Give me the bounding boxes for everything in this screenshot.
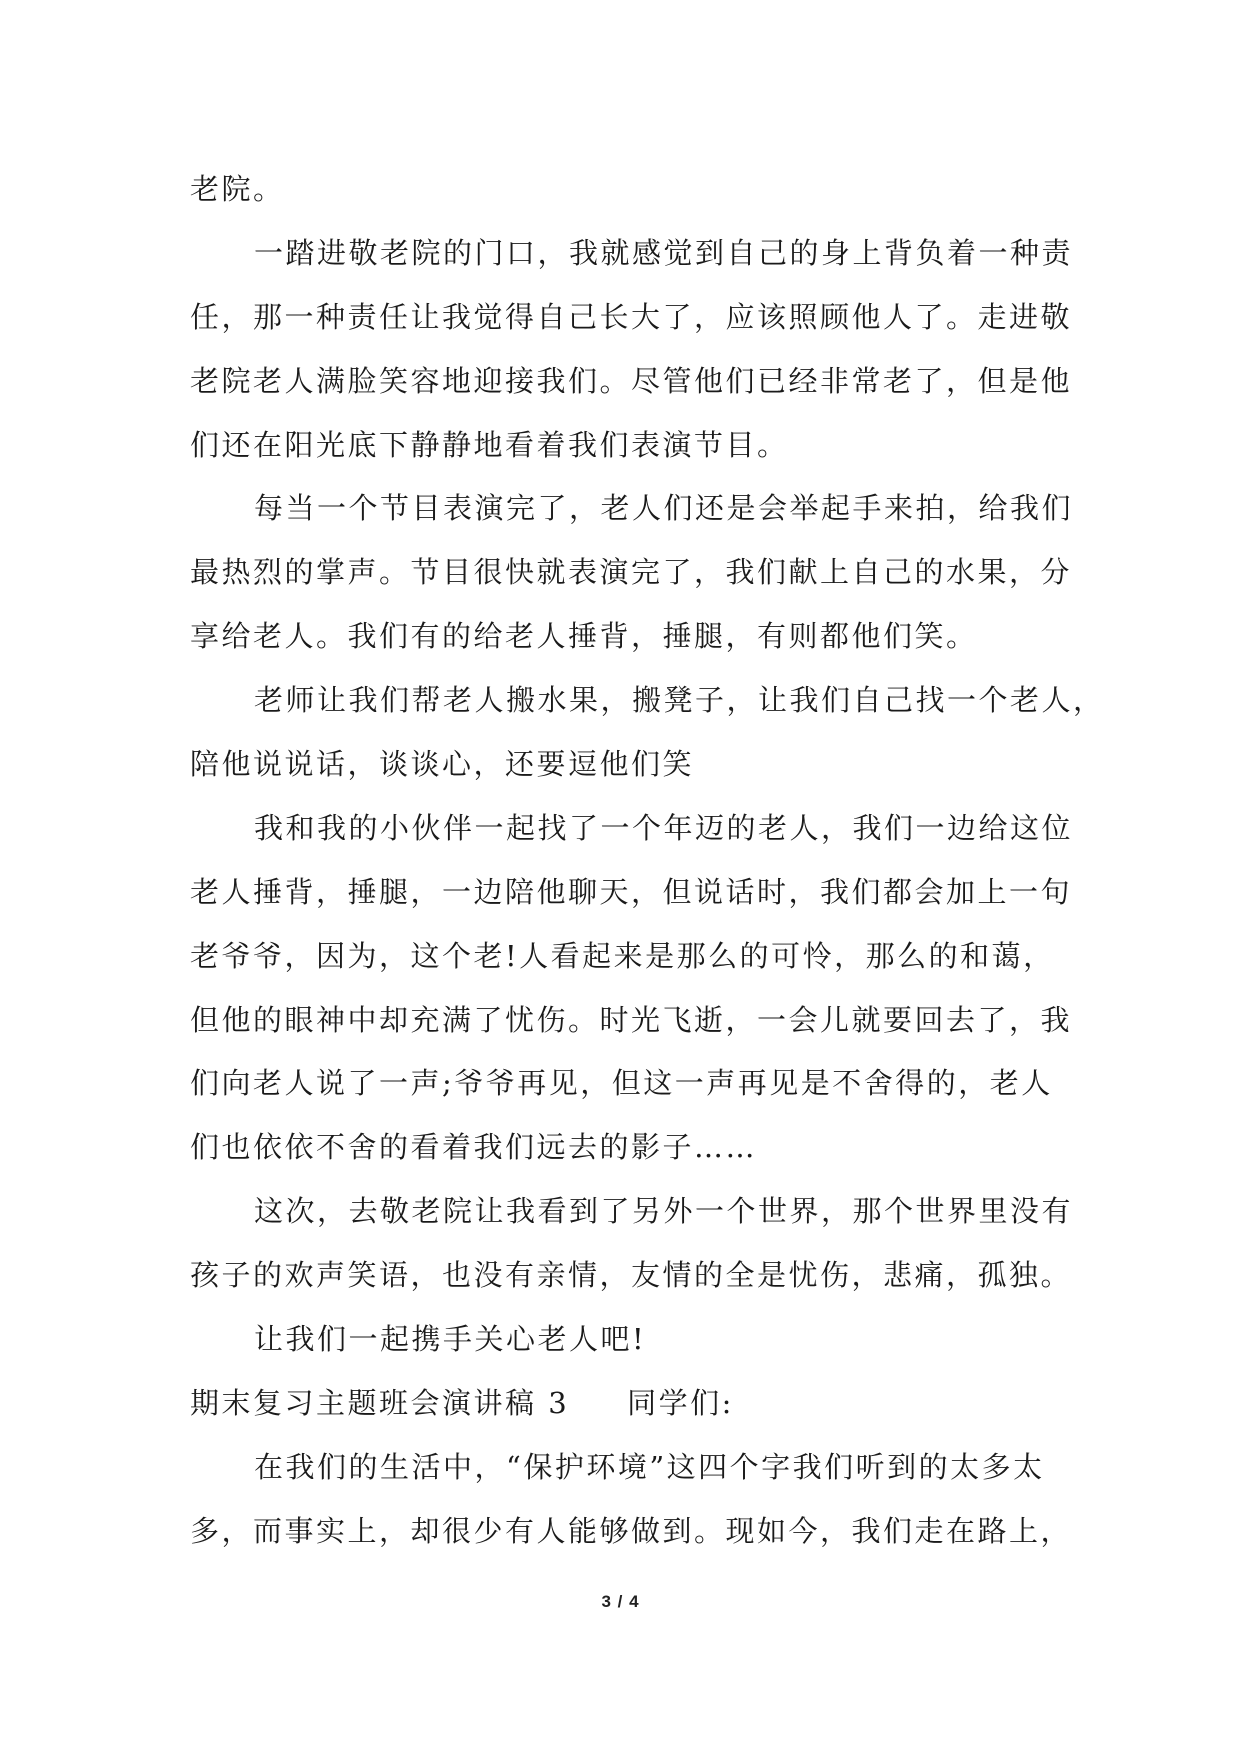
text-line: 老院老人满脸笑容地迎接我们。尽管他们已经非常老了，但是他 (190, 363, 1073, 398)
section-heading (190, 1372, 1062, 1436)
text-line: 享给老人。我们有的给老人捶背，捶腿，有则都他们笑。 (190, 619, 978, 654)
text-line: 最热烈的掌声。节目很快就表演完了，我们献上自己的水果，分 (190, 555, 1073, 590)
text-line: 老爷爷，因为，这个老!人看起来是那么的可怜，那么的和蔼， (190, 938, 1055, 973)
text-line: 但他的眼神中却充满了忧伤。时光飞逝，一会儿就要回去了，我 (190, 1002, 1073, 1037)
text-line: 们还在阳光底下静静地看着我们表演节目。 (190, 427, 789, 462)
document-body (190, 158, 1105, 1564)
paragraph-start: 在我们的生活中，“保护环境”这四个字我们听到的太多太 (254, 1449, 1045, 1484)
section-greeting: 同学们: (627, 1385, 734, 1420)
text-line: 老院。 (190, 172, 285, 206)
paragraph-start: 这次，去敬老院让我看到了另外一个世界，那个世界里没有 (254, 1194, 1074, 1229)
paragraph-start: 我和我的小伙伴一起找了一个年迈的老人，我们一边给这位 (254, 810, 1074, 845)
page-number: 3 / 4 (601, 1592, 640, 1611)
paragraph-start: 老师让我们帮老人搬水果，搬凳子，让我们自己找一个老人， (254, 683, 1105, 718)
text-line: 多，而事实上，却很少有人能够做到。现如今，我们走在路上， (190, 1513, 1073, 1548)
paragraph-start: 一踏进敬老院的门口，我就感觉到自己的身上背负着一种责 (254, 235, 1074, 270)
text-line: 陪他说说话，谈谈心，还要逗他们笑 (190, 747, 695, 782)
text-line: 任，那一种责任让我觉得自己长大了，应该照顾他人了。走进敬 (190, 299, 1073, 334)
paragraph-start: 让我们一起携手关心老人吧! (254, 1322, 647, 1357)
text-line: 老人捶背，捶腿，一边陪他聊天，但说话时，我们都会加上一句 (190, 874, 1073, 909)
text-line: 们向老人说了一声;爷爷再见，但这一声再见是不舍得的，老人 (190, 1066, 1053, 1101)
section-title: 期末复习主题班会演讲稿 3 (190, 1385, 570, 1420)
text-line: 孩子的欢声笑语，也没有亲情，友情的全是忧伤，悲痛，孤独。 (190, 1258, 1073, 1293)
paragraph-start: 每当一个节目表演完了，老人们还是会举起手来拍，给我们 (254, 491, 1074, 526)
text-line: 们也依依不舍的看着我们远去的影子…… (190, 1130, 758, 1165)
